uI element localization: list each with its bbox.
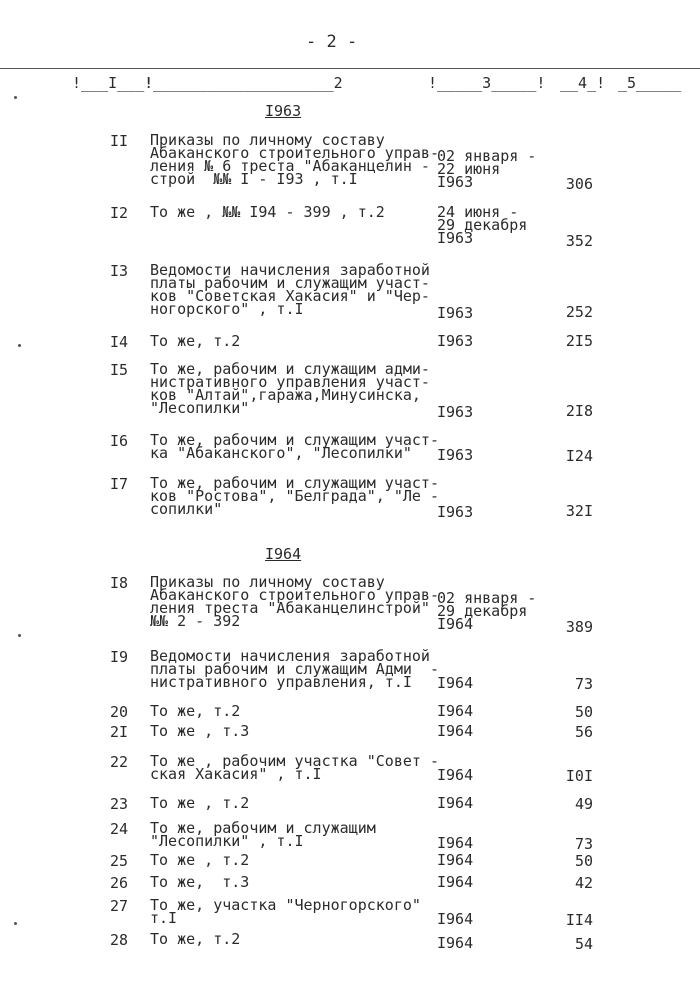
item-date — [437, 873, 547, 891]
item-date-line: I964 — [437, 615, 474, 633]
item-title-line: сопилки" — [150, 500, 223, 518]
item-title-line: То же, т.2 — [150, 930, 241, 948]
item-sheet-count: 306 — [565, 175, 593, 193]
item-date — [437, 304, 547, 322]
item-sheet-count: 389 — [565, 618, 593, 636]
item-number: 22 — [110, 753, 129, 771]
item-date-line: 22 июня — [437, 160, 501, 178]
item-sheet-count: I24 — [565, 447, 593, 465]
item-date-line: I963 — [437, 304, 474, 322]
item-title-line: То же, рабочим и служащим участ- — [150, 431, 439, 449]
item-title-line: ногорского" , т.I — [150, 300, 304, 318]
item-date-line: I963 — [437, 229, 474, 247]
item-date-line: I964 — [437, 873, 474, 891]
item-title-line: Приказы по личному составу — [150, 573, 385, 591]
item-number: II — [110, 132, 129, 150]
item-date — [437, 834, 547, 852]
item-sheet-count: 2I5 — [565, 332, 593, 350]
item-date — [437, 403, 547, 421]
item-date-line: I964 — [437, 834, 474, 852]
column-header — [0, 76, 700, 96]
item-date-line: I964 — [437, 722, 474, 740]
item-number: 2I — [110, 723, 129, 741]
item-title-line: То же, т.3 — [150, 873, 250, 891]
margin-mark — [14, 922, 17, 925]
item-title — [150, 896, 435, 927]
item-title-line: То же , т.2 — [150, 851, 250, 869]
item-date — [437, 589, 547, 633]
item-title-line: платы рабочим и служащим Адми - — [150, 660, 439, 678]
page-number: - 2 - — [306, 32, 358, 52]
item-title-line: То же , т.2 — [150, 794, 250, 812]
item-title-line: ков "Ростова", "Белграда", "Ле - — [150, 487, 439, 505]
item-date-line: I964 — [437, 674, 474, 692]
item-title — [150, 794, 435, 812]
item-date — [437, 674, 547, 692]
item-number: I2 — [110, 204, 129, 222]
item-title-line: платы рабочим и служащим участ- — [150, 274, 430, 292]
item-date-line: I964 — [437, 851, 474, 869]
item-date — [437, 147, 547, 191]
item-date — [437, 332, 547, 350]
item-date-line: I964 — [437, 794, 474, 812]
item-sheet-count: 50 — [574, 703, 593, 721]
item-title-line: То же, участка "Черногорского" — [150, 896, 421, 914]
item-number: 28 — [110, 931, 129, 949]
margin-mark — [18, 344, 21, 347]
item-sheet-count: 73 — [574, 675, 593, 693]
item-date-line: 24 июня - — [437, 203, 519, 221]
column-header-3: !_____3_____! — [428, 74, 546, 92]
section-year: I963 — [265, 102, 302, 120]
item-title — [150, 702, 435, 720]
item-date-line: I963 — [437, 332, 474, 350]
item-title — [150, 819, 435, 850]
item-sheet-count: 49 — [574, 795, 593, 813]
item-title — [150, 360, 435, 417]
item-date — [437, 851, 547, 869]
item-date-line: 02 января - — [437, 589, 537, 607]
item-title-line: ления № 6 треста "Абаканцелин - — [150, 157, 430, 175]
item-date-line: 29 декабря — [437, 602, 528, 620]
item-number: 27 — [110, 897, 129, 915]
item-title — [150, 474, 439, 518]
item-title — [150, 131, 439, 188]
item-title — [150, 647, 439, 691]
item-sheet-count: 54 — [574, 935, 593, 953]
item-number: 25 — [110, 852, 129, 870]
item-date-line: I964 — [437, 702, 474, 720]
item-title — [150, 752, 439, 783]
item-sheet-count: 50 — [574, 852, 593, 870]
item-title-line: нистративного управления, т.I — [150, 673, 412, 691]
item-title — [150, 930, 435, 948]
item-title-line: Приказы по личному составу — [150, 131, 385, 149]
item-number: I9 — [110, 648, 129, 666]
item-title-line: ления треста "Абаканцелинстрой" — [150, 599, 430, 617]
item-sheet-count: 252 — [565, 303, 593, 321]
item-date-line: I964 — [437, 910, 474, 928]
item-title-line: ков "Советская Хакасия" и "Чер- — [150, 287, 430, 305]
item-title — [150, 431, 439, 462]
item-title-line: "Лесопилки" , т.I — [150, 832, 304, 850]
item-title — [150, 261, 435, 318]
item-title-line: строй №№ I - I93 , т.I — [150, 170, 358, 188]
item-number: 26 — [110, 874, 129, 892]
item-title — [150, 332, 435, 350]
item-date-line: I963 — [437, 403, 474, 421]
item-sheet-count: 42 — [574, 874, 593, 892]
item-title — [150, 851, 435, 869]
item-title — [150, 722, 435, 740]
column-header-1: !___I___! — [72, 74, 154, 92]
item-title-line: ков "Алтай",гаража,Минусинска, — [150, 386, 421, 404]
item-number: I7 — [110, 475, 129, 493]
item-number: I8 — [110, 574, 129, 592]
item-date — [437, 910, 547, 928]
item-date-line: 02 января - — [437, 147, 537, 165]
item-sheet-count: 32I — [565, 502, 593, 520]
item-title-line: То же , №№ I94 - 399 , т.2 — [150, 203, 385, 221]
item-date — [437, 203, 547, 247]
item-date-line: I963 — [437, 503, 474, 521]
item-date — [437, 702, 547, 720]
item-number: I3 — [110, 262, 129, 280]
item-title-line: То же, т.2 — [150, 702, 241, 720]
item-title-line: То же , т.3 — [150, 722, 250, 740]
item-date — [437, 503, 547, 521]
item-sheet-count: 352 — [565, 232, 593, 250]
item-date — [437, 446, 547, 464]
item-title-line: №№ 2 - 392 — [150, 612, 241, 630]
column-header-2: !____________________2 — [144, 74, 343, 92]
top-rule — [0, 68, 700, 69]
item-title — [150, 203, 435, 221]
column-header-4: __4_! — [560, 74, 606, 92]
item-number: 23 — [110, 795, 129, 813]
item-title-line: ская Хакасия" , т.I — [150, 765, 322, 783]
item-number: 24 — [110, 820, 129, 838]
item-number: 20 — [110, 703, 129, 721]
item-title-line: То же, рабочим и служащим — [150, 819, 376, 837]
item-date — [437, 794, 547, 812]
section-year: I964 — [265, 545, 302, 563]
item-sheet-count: I0I — [565, 767, 593, 785]
item-number: I6 — [110, 432, 129, 450]
item-title — [150, 573, 439, 630]
item-date-line: I964 — [437, 766, 474, 784]
item-date — [437, 722, 547, 740]
margin-mark — [18, 634, 21, 637]
item-number: I4 — [110, 333, 129, 351]
item-date-line: I964 — [437, 934, 474, 952]
item-sheet-count: 56 — [574, 723, 593, 741]
item-title-line: "Лесопилки" — [150, 399, 250, 417]
item-sheet-count: 73 — [574, 835, 593, 853]
item-date-line: 29 декабря — [437, 216, 528, 234]
item-title — [150, 873, 435, 891]
item-title-line: Ведомости начисления заработной — [150, 261, 430, 279]
item-title-line: нистративного управления участ- — [150, 373, 430, 391]
item-date — [437, 766, 547, 784]
item-number: I5 — [110, 361, 129, 379]
item-title-line: То же, рабочим и служащим адми- — [150, 360, 430, 378]
item-title-line: ка "Абаканского", "Лесопилки" — [150, 444, 412, 462]
column-header-5: _5_____ — [618, 74, 682, 92]
item-title-line: То же , рабочим участка "Совет - — [150, 752, 439, 770]
item-date-line: I963 — [437, 173, 474, 191]
item-title-line: То же, рабочим и служащим участ- — [150, 474, 439, 492]
item-title-line: Абаканского строительного управ- — [150, 586, 439, 604]
item-title-line: То же, т.2 — [150, 332, 241, 350]
item-title-line: т.I — [150, 909, 178, 927]
item-title-line: Ведомости начисления заработной — [150, 647, 430, 665]
item-date — [437, 934, 547, 952]
item-title-line: Абаканского строительного управ- — [150, 144, 439, 162]
margin-mark — [14, 96, 17, 99]
item-sheet-count: II4 — [565, 911, 593, 929]
item-sheet-count: 2I8 — [565, 402, 593, 420]
item-date-line: I963 — [437, 446, 474, 464]
